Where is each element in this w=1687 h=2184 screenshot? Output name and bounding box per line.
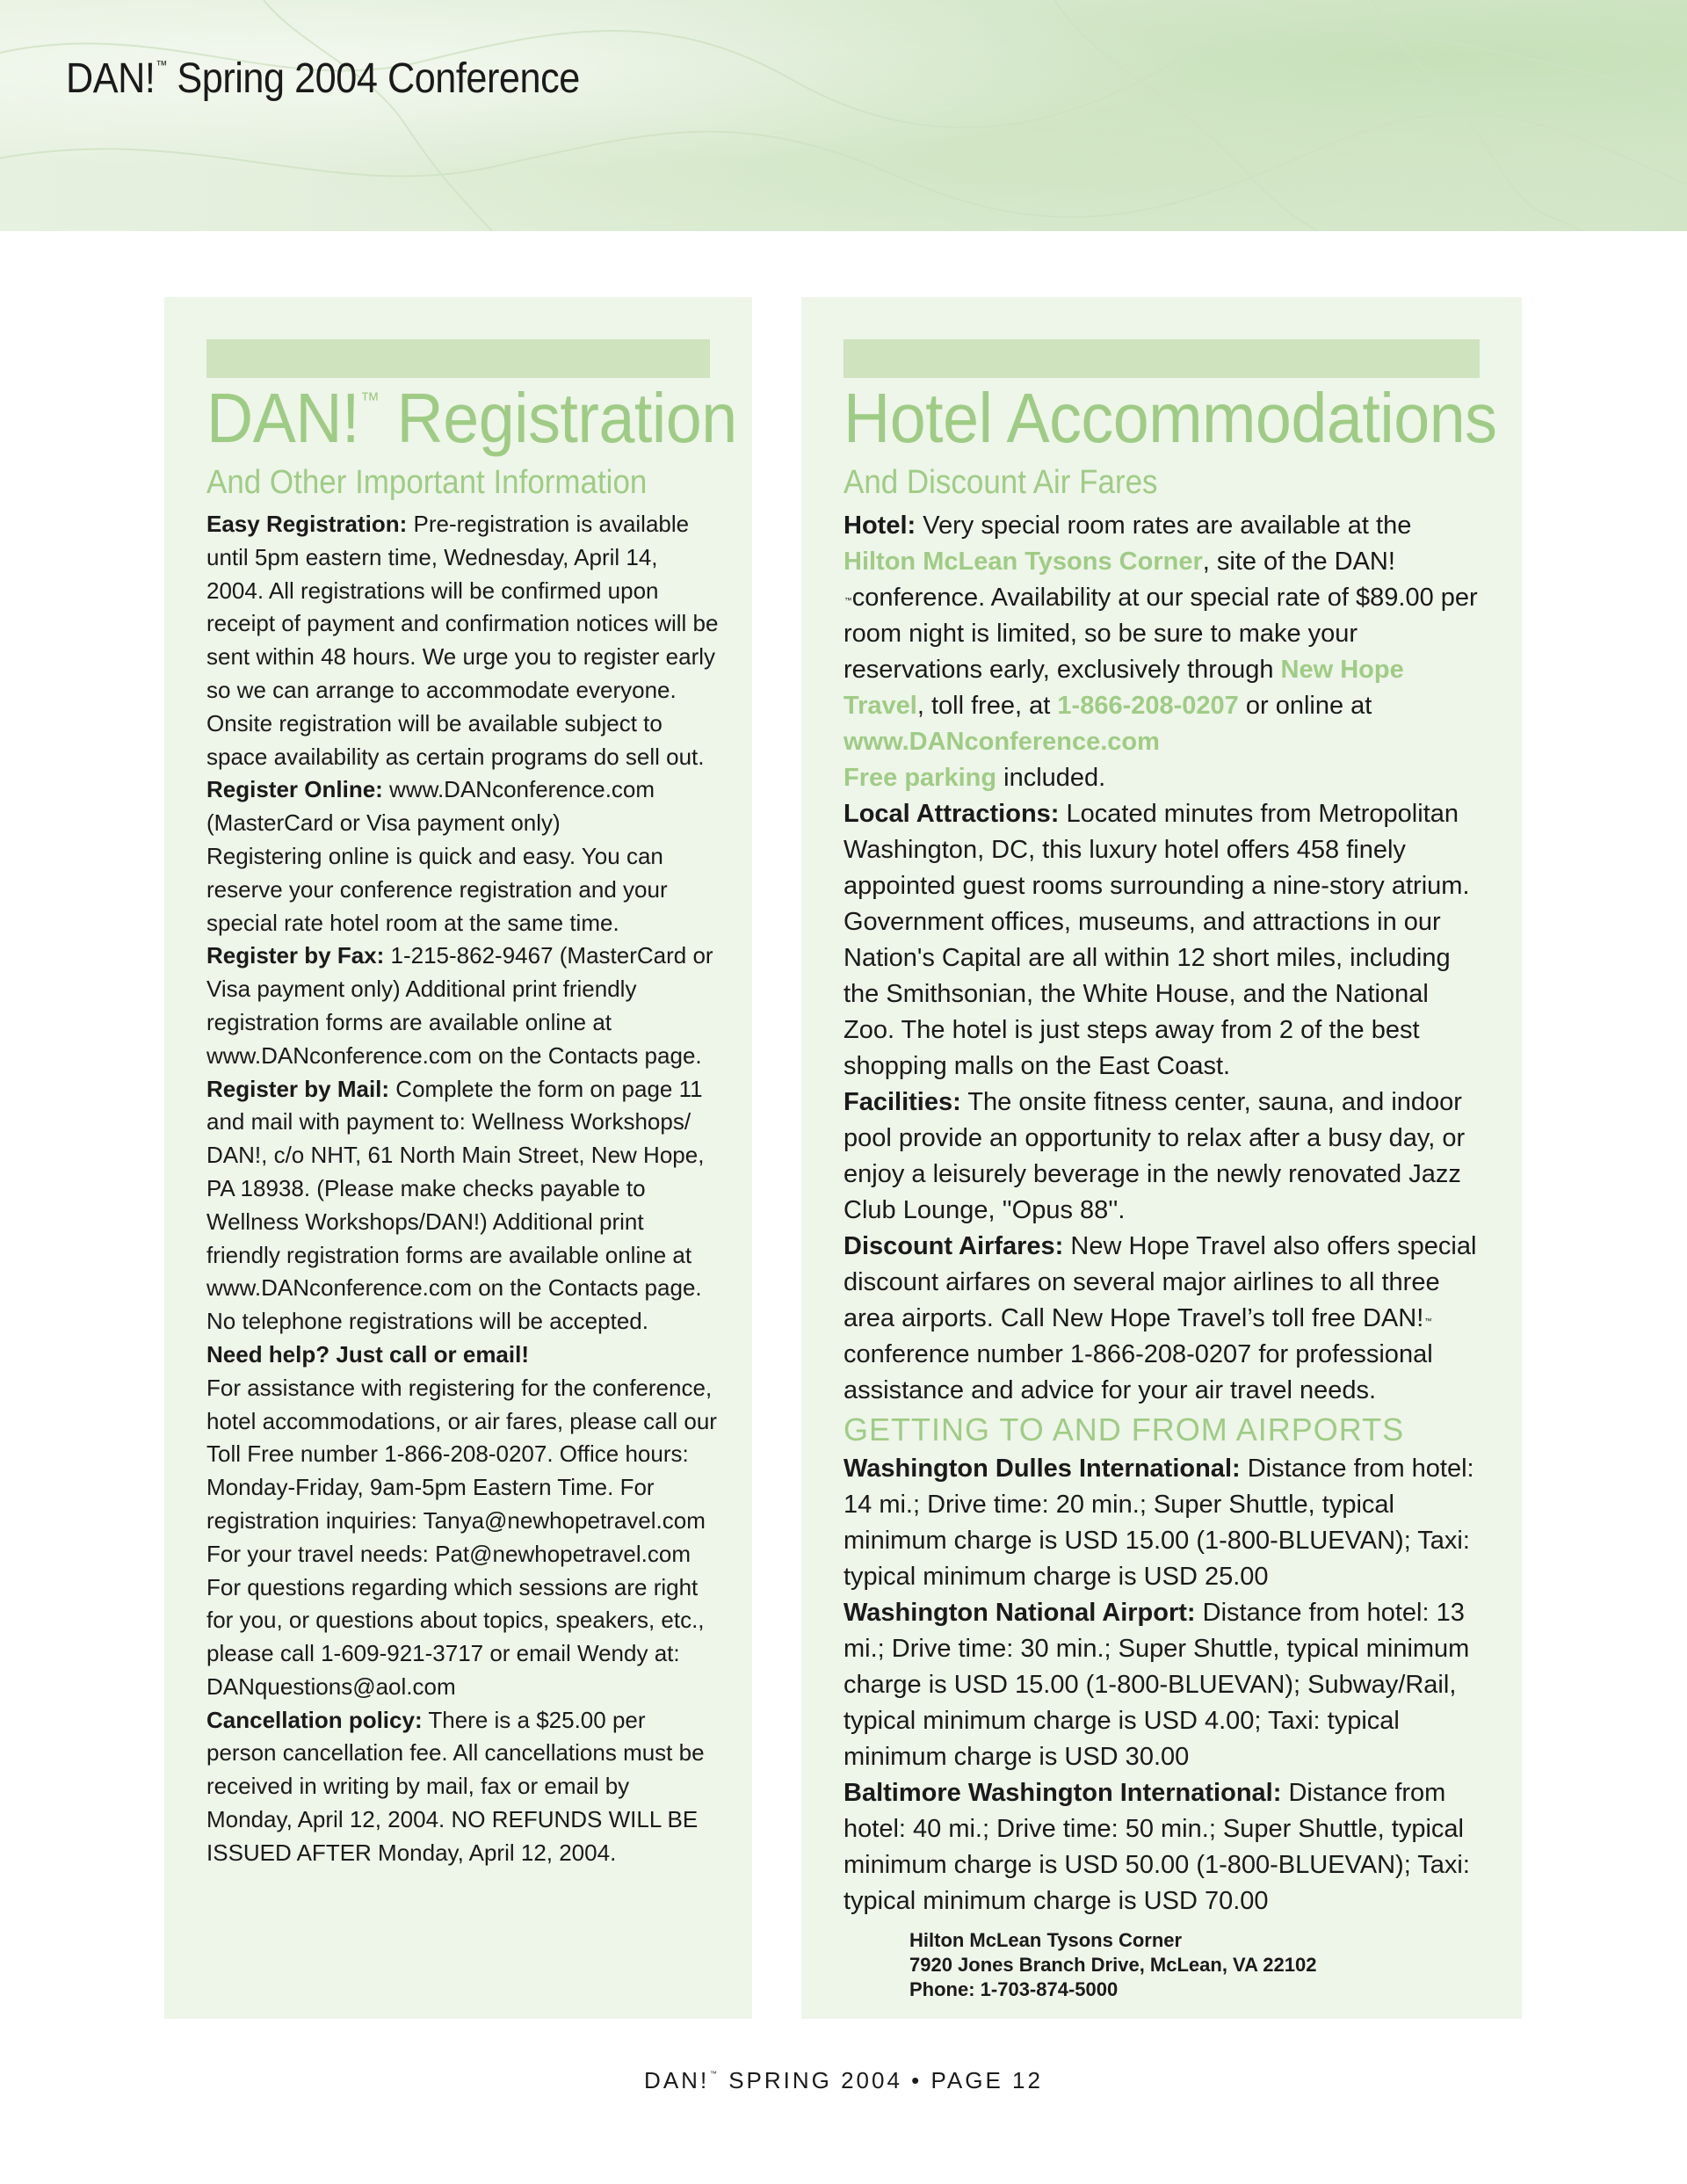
address-name: Hilton McLean Tysons Corner xyxy=(909,1929,1183,1951)
page-footer: DAN!™ SPRING 2004 • PAGE 12 xyxy=(644,2067,1043,2093)
register-online-payment: (MasterCard or Visa payment only) xyxy=(206,809,561,837)
registration-title: DAN!™ Registration xyxy=(206,379,737,457)
address-phone: Phone: 1-703-874-5000 xyxy=(909,1978,1119,2000)
section-bar xyxy=(844,339,1480,378)
easy-registration: Easy Registration: Pre-registration is available until 5pm eastern time, Wednesday, April 14, 2004. All registrations will be confirmed upon receipt of payment and confirmation notices will be sent within 48 hours. We urge you to register early so we can arrange to accommodate everyone. Onsite registration will be available subject to space availability as certain programs do sell out. xyxy=(206,511,719,770)
registration-subtitle: And Other Important Information xyxy=(206,464,648,501)
hotel-info: Hotel: Very special room rates are available at the Hilton McLean Tysons Corner, site of the DAN!™conference. Availability at our special rate of $89.00 per room night is limited, so be sure to make your reservations early, exclusively through New Hope Travel, toll free, at 1-866-208-0207 or online at www.DANconference.com Free parking included. xyxy=(844,512,1478,792)
need-help-text: For assistance with registering for the conference, hotel accommodations, or air fares, please call our Toll Free number 1-866-208-0207. Office hours: Monday-Friday, 9am-5pm Eastern Time. For registration inquiries: Tanya@newhopetravel.com xyxy=(206,1374,717,1534)
section-bar xyxy=(206,339,710,378)
hotel-address xyxy=(909,1928,1485,2002)
hotel-title: Hotel Accommodations xyxy=(844,379,1497,457)
local-attractions: Local Attractions: Located minutes from Metropolitan Washington, DC, this luxury hotel offers 458 finely appointed guest rooms surrounding a nine-story atrium. Government offices, museums, and attractions in our Nation's Capital are all within 12 short miles, including the Smithsonian, the White House, and the National Zoo. The hotel is just steps away from 2 of the best shopping malls on the East Coast. xyxy=(844,800,1470,1080)
map-background-decoration xyxy=(0,0,1687,231)
hotel-body xyxy=(844,508,1485,2002)
register-by-fax: Register by Fax: 1-215-862-9467 (MasterCard or Visa payment only) Additional print friendly registration forms are available online at www.DANconference.com on the Contacts page. xyxy=(206,942,713,1069)
hotel-subtitle: And Discount Air Fares xyxy=(844,464,1158,501)
cancellation-policy: Cancellation policy: There is a $25.00 per person cancellation fee. All cancellations must be received in writing by mail, fax or email by Monday, April 12, 2004. NO REFUNDS WILL BE ISSUED AFTER Monday, April 12, 2004. xyxy=(206,1706,705,1866)
header-title: DAN!™ Spring 2004 Conference xyxy=(66,55,580,102)
session-questions: For questions regarding which sessions are right for you, or questions about topics, speakers, etc., please call 1-609-921-3717 or email Wendy at: DANquestions@aol.com xyxy=(206,1573,705,1700)
header-band xyxy=(0,0,1687,231)
dulles-airport: Washington Dulles International: Distance from hotel: 14 mi.; Drive time: 20 min.; Super Shuttle, typical minimum charge is USD 15.00 (1-800-BLUEVAN); Taxi: typical minimum charge is USD 25.00 xyxy=(844,1455,1474,1591)
airports-heading: GETTING TO AND FROM AIRPORTS xyxy=(844,1411,1405,1448)
register-online: Register Online: www.DANconference.com xyxy=(206,776,655,803)
registration-body xyxy=(206,508,720,1870)
facilities: Facilities: The onsite fitness center, sauna, and indoor pool provide an opportunity to relax after a busy day, or enjoy a leisurely beverage in the newly renovated Jazz Club Lounge, ''Opus 88''. xyxy=(844,1088,1466,1224)
need-help-heading: Need help? Just call or email! xyxy=(206,1340,529,1368)
travel-needs: For your travel needs: Pat@newhopetravel.com xyxy=(206,1540,691,1567)
hotel-panel xyxy=(801,297,1522,2019)
national-airport: Washington National Airport: Distance from hotel: 13 mi.; Drive time: 30 min.; Super Shuttle, typical minimum charge is USD 15.00 (1-800-BLUEVAN); Subway/Rail, typical minimum charge is USD 4.00; Taxi: typical minimum charge is USD 30.00 xyxy=(844,1599,1470,1771)
register-online-note: Registering online is quick and easy. You can reserve your conference registration and your special rate hotel room at the same time. xyxy=(206,842,668,936)
register-by-mail: Register by Mail: Complete the form on page 11 and mail with payment to: Wellness Workshops/ DAN!, c/o NHT, 61 North Main Street, New Hope, PA 18938. (Please make checks payable to Wellness Workshops/DAN!) Additional print friendly registration forms are available online at www.DANconference.com on the Contacts page. No telephone registrations will be accepted. xyxy=(206,1075,705,1335)
discount-airfares: Discount Airfares: New Hope Travel also offers special discount airfares on several major airlines to all three area airports. Call New Hope Travel’s toll free DAN!™ conference number 1-866-208-0207 for professional assistance and advice for your air travel needs. xyxy=(844,1232,1477,1404)
bwi-airport: Baltimore Washington International: Distance from hotel: 40 mi.; Drive time: 50 min.; Super Shuttle, typical minimum charge is USD 50.00 (1-800-BLUEVAN); Taxi: typical minimum charge is USD 70.00 xyxy=(844,1779,1470,1915)
address-street: 7920 Jones Branch Drive, McLean, VA 22102 xyxy=(909,1954,1317,1976)
registration-panel xyxy=(164,297,752,2019)
